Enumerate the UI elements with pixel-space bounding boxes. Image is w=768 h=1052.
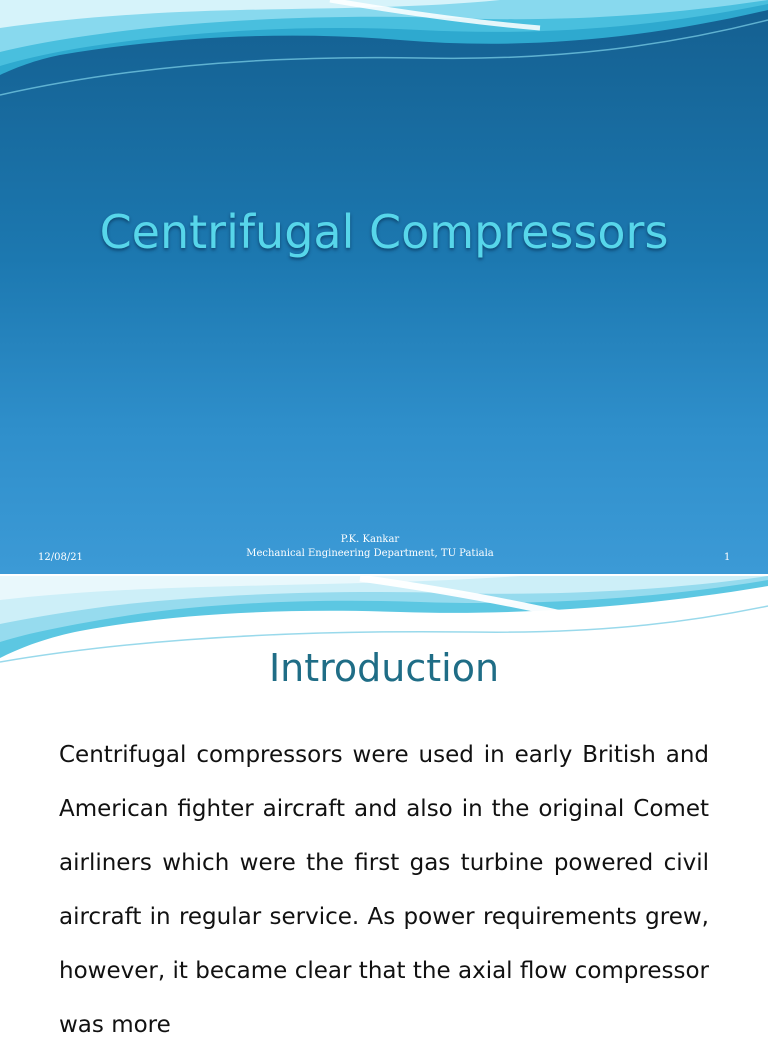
slide-title: Centrifugal Compressors	[99, 205, 669, 259]
section-title: Introduction	[268, 646, 500, 690]
footer-center	[220, 533, 520, 561]
slide-2	[0, 576, 768, 1038]
footer-date: 12/08/21	[38, 552, 83, 563]
page-number: 1	[724, 552, 731, 563]
body-text: Centrifugal compressors were used in early British and American fighter aircraft and also in the original Comet airliners which were the first gas turbine powered civil aircraft in regular service. As power requirements grew, however, it became clear that the axial flow compressor was more	[59, 742, 709, 1038]
wave-decoration-top	[0, 0, 768, 110]
footer-author: P.K. Kankar	[340, 534, 400, 545]
footer-department: Mechanical Engineering Department, TU Patiala	[246, 548, 494, 559]
